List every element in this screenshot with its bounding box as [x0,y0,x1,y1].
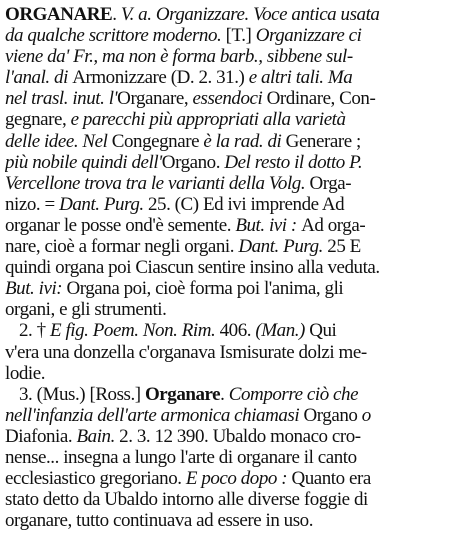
text-run: Generare ; [285,130,361,152]
text-run: Orga- [309,172,352,194]
italic-run: (Man.) [255,320,310,342]
text-run: nare, cioè a formar negli organi. [5,236,239,258]
line-content [5,405,371,426]
headword: Organare [144,383,221,405]
entry-line [5,384,464,405]
text-run: v'era una donzella c'organava Ismisurate dolzi me- [5,341,367,363]
text-run: gegnare, [5,109,71,131]
entry-line [5,405,464,426]
italic-run: nell'infanzia dell'arte armonica chiamasi [5,404,304,426]
line-content [5,299,166,320]
entry-line [5,278,464,299]
line-content [5,4,379,25]
italic-run: Organizzare ci [255,25,362,47]
text-run: [T.] [225,25,256,47]
italic-run: E fig. Poem. Non. Rim. [50,320,220,342]
text-run: Congegnare [111,130,204,152]
headword: ORGANARE [5,4,113,25]
italic-run: E poco dopo : [185,468,292,490]
line-content [5,46,353,67]
text-run: . [220,383,229,405]
italic-run: e parecchi più appropriati alla varietà [70,109,346,131]
italic-run: essendoci [192,88,267,110]
entry-line [5,67,464,88]
entry-line [5,152,464,173]
text-run: organare, tutto continuava ad essere in uso. [5,510,314,532]
text-run: 2. † [19,320,51,342]
text-run: Organo [303,404,362,426]
line-content [5,426,361,447]
entry-line [5,215,464,236]
entry-line [5,194,464,215]
entry-line [5,489,464,510]
line-content [5,257,380,278]
line-content [5,468,371,489]
line-content [5,152,362,173]
entry-line [5,342,464,363]
italic-run: viene da' Fr., ma non è forma barb., sibbene sul- [5,46,353,68]
text-run: Ordinare, Con- [266,88,376,110]
text-run: 25 E [327,236,361,258]
italic-run: e altri tali. Ma [248,67,353,89]
italic-run: Dant. Purg. [59,193,148,215]
text-run: Ad orga- [301,214,366,236]
text-run: ecclesiastico gregoriano. [5,468,186,490]
text-run: stato detto da Ubaldo intorno alle diverse foggie di [5,489,368,511]
italic-run: But. ivi: [5,278,67,300]
entry-line [5,4,464,25]
entry-line [5,299,464,320]
entry-line [5,46,464,67]
text-run: lodie. [5,362,46,384]
text-run: Armonizzare (D. 2. 31.) [72,67,249,89]
entry-line [5,131,464,152]
text-run: organar le posse ond'è semente. [5,214,236,236]
text-run: Organare, [117,88,193,110]
entry-line [5,25,464,46]
italic-run: più nobile quindi dell' [5,151,162,173]
entry-line [5,468,464,489]
text-run: quindi organa poi Ciascun sentire insino alla veduta. [5,257,380,279]
text-run: Qui [309,320,337,342]
italic-run: o [361,404,371,426]
line-content [5,88,375,109]
line-content [5,447,357,468]
entry-line [5,173,464,194]
italic-run: Del resto il dotto P. [224,151,363,173]
italic-run: But. ivi : [235,214,302,236]
line-content [5,489,368,510]
text-run: 406. [219,320,256,342]
text-run: 2. 3. 12 390. Ubaldo monaco cro- [119,425,361,447]
line-content [5,131,361,152]
italic-run: Bain. [76,425,120,447]
entry-line [5,257,464,278]
line-content [5,236,361,257]
italic-run: è la rad. di [203,130,286,152]
italic-run: Comporre ciò che [228,383,359,405]
line-content [5,342,367,363]
line-content [5,363,45,384]
line-content [19,384,358,405]
entry-line [5,320,464,341]
line-content [5,194,344,215]
line-content [5,109,346,130]
text-run: nense... insegna a lungo l'arte di organare il canto [5,446,357,468]
italic-run: delle idee. Nel [5,130,112,152]
italic-run: l'anal. di [5,67,73,89]
italic-run: nel trasl. inut. l' [5,88,118,110]
italic-run: da qualche scrittore moderno. [5,25,226,47]
line-content [5,67,352,88]
entry-line [5,236,464,257]
line-content [5,278,343,299]
text-run: . [112,4,121,25]
text-run: organi, e gli strumenti. [5,299,167,321]
line-content [5,510,313,531]
text-run: 3. (Mus.) [Ross.] [19,383,145,405]
text-run: 25. (C) Ed ivi imprende Ad [147,193,345,215]
entry-line [5,510,464,531]
entry-line [5,447,464,468]
line-content [5,215,365,236]
text-run: Organo. [161,151,225,173]
text-run: Quanto era [291,468,371,490]
line-content [19,320,336,341]
italic-run: Vercellone trova tra le varianti della Volg. [5,172,310,194]
entry-line [5,88,464,109]
entry-line [5,426,464,447]
line-content [5,25,362,46]
text-run: Diafonia. [5,425,77,447]
text-run: Organa poi, cioè forma poi l'anima, gli [66,278,344,300]
italic-run: V. a. Organizzare. Voce antica usata [120,4,380,25]
entry-line [5,363,464,384]
entry-line [5,109,464,130]
text-run: nizo. = [5,193,60,215]
italic-run: Dant. Purg. [238,236,328,258]
line-content [5,173,351,194]
